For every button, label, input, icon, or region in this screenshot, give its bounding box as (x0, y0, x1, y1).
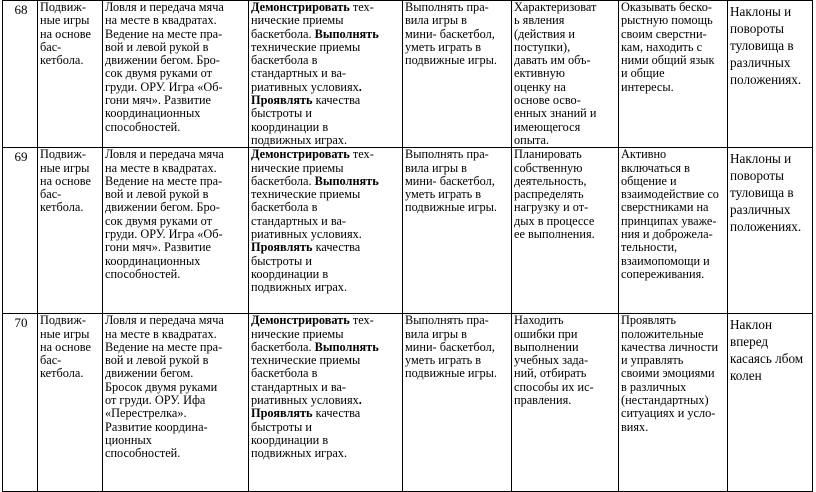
lesson-content: Ловля и передача мяча на месте в квадратах. Ведение на месте пра- вой и левой рукой в движении бегом. Бросок двумя руками от груди. ОРУ. Ифа «Перестрелка». Развитие координа- ционных способностей. (103, 314, 249, 492)
show-label: Проявлять (251, 93, 313, 108)
lesson-content: Ловля и передача мяча на месте в квадратах. Ведение на месте пра- вой и левой рукой в движении бегом. Бро- сок двумя руками от груди. ОРУ. Игра «Об- гони мяч». Развитие координационных способностей. (103, 148, 249, 314)
personal-results: Проявлять положительные качества личности и управлять своими эмоциями в различных (нестандартных) ситуациях и усло- виях. (619, 314, 728, 492)
table-row (3, 1, 813, 148)
table-row (3, 314, 813, 492)
lesson-topic: Подвиж- ные игры на основе бас- кетбола. (38, 1, 103, 148)
subject-results (249, 1, 403, 148)
subject-results (249, 314, 403, 492)
perform-dot: . (358, 79, 362, 94)
lesson-topic: Подвиж- ные игры на основе бас- кетбола. (38, 148, 103, 314)
perform-label: Выполнять (314, 339, 379, 354)
lesson-plan-table (2, 0, 813, 492)
show-text: качества быстроты и координации в подвижных играх. (251, 240, 361, 295)
perform-text: технические приемы баскетбола в стандартных и ва- риативных условиях. (251, 187, 362, 242)
demonstrate-text: тех- нические приемы баскетбола. (251, 0, 374, 41)
demonstrate-label: Демонстрировать (251, 147, 350, 162)
metasubject-results: Выполнять пра- вила игры в мини- баскетбол, уметь играть в подвижные игры. (403, 314, 512, 492)
exercise-cell: Наклоны и повороты туловища в различных положениях. (728, 1, 813, 148)
metasubject-results: Выполнять пра- вила игры в мини- баскетбол, уметь играть в подвижные игры. (403, 1, 512, 148)
demonstrate-label: Демонстрировать (251, 313, 350, 328)
show-label: Проявлять (251, 406, 313, 421)
lesson-number: 69 (3, 148, 38, 314)
personal-results: Оказывать беско- рыстную помощь своим сверстни- кам, находить с ними общий язык и общие интересы. (619, 1, 728, 148)
demonstrate-label: Демонстрировать (251, 0, 350, 14)
perform-text: технические приемы баскетбола в стандартных и ва- риативных условиях (251, 353, 361, 408)
perform-text: технические приемы баскетбола в стандартных и ва- риативных условиях (251, 39, 361, 94)
regulatory-results: Характеризоват ь явления (действия и поступки), давать им объ- ективную оценку на основе осво- енных знаний и имеющегося опыта. (512, 1, 619, 148)
subject-results (249, 148, 403, 314)
perform-label: Выполнять (314, 173, 379, 188)
lesson-number: 70 (3, 314, 38, 492)
regulatory-results: Находить ошибки при выполнении учебных зада- ний, отбирать способы их ис- правления. (512, 314, 619, 492)
lesson-topic: Подвиж- ные игры на основе бас- кетбола. (38, 314, 103, 492)
demonstrate-text: тех- нические приемы баскетбола. (251, 147, 374, 188)
table-row (3, 148, 813, 314)
exercise-cell: Наклон вперед касаясь лбом колен (728, 314, 813, 492)
exercise-cell: Наклоны и повороты туловища в различных положениях. (728, 148, 813, 314)
regulatory-results: Планировать собственную деятельность, распределять нагрузку и от- дых в процессе ее выполнения. (512, 148, 619, 314)
perform-label: Выполнять (314, 26, 379, 41)
show-label: Проявлять (251, 240, 313, 255)
show-text: качества быстроты и координации в подвижных играх. (251, 406, 361, 461)
demonstrate-text: тех- нические приемы баскетбола. (251, 313, 374, 354)
perform-dot: . (358, 393, 362, 408)
lesson-number: 68 (3, 1, 38, 148)
lesson-content: Ловля и передача мяча на месте в квадратах. Ведение на месте пра- вой и левой рукой в движении бегом. Бро- сок двумя руками от груди. ОРУ. Игра «Об- гони мяч». Развитие координационных способностей. (103, 1, 249, 148)
personal-results: Активно включаться в общение и взаимодействие со сверстниками на принципах уваже- ния и доброжела- тельности, взаимопомощи и сопереживания. (619, 148, 728, 314)
show-text: качества быстроты и координации в подвижных играх. (251, 93, 361, 147)
metasubject-results: Выполнять пра- вила игры в мини- баскетбол, уметь играть в подвижные игры. (403, 148, 512, 314)
